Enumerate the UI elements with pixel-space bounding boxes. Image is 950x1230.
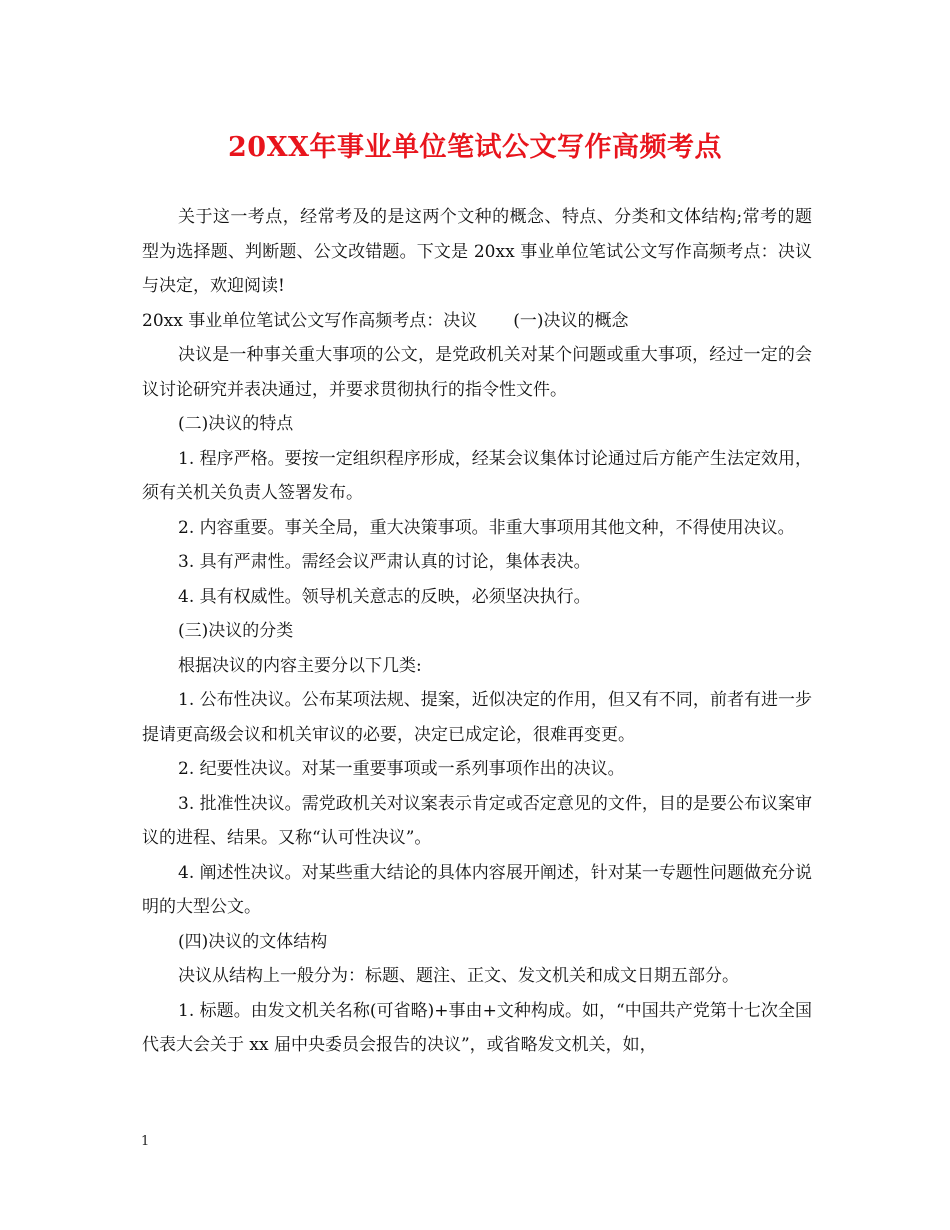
classification-item: 2. 纪要性决议。对某一重要事项或一系列事项作出的决议。 [178, 759, 625, 779]
section-heading: 20xx 事业单位笔试公文写作高频考点：决议 [142, 310, 478, 331]
subheading-concept: (一)决议的概念 [513, 310, 629, 331]
feature-item: 4. 具有权威性。领导机关意志的反映，必须坚决执行。 [178, 586, 591, 607]
feature-item: 1. 程序严格。要按一定组织程序形成，经某会议集体讨论通过后方能产生法定效用，须有关机关负责人签署发布。 [142, 448, 812, 503]
subheading-structure: (四)决议的文体结构 [178, 931, 328, 952]
classification-item: 4. 阐述性决议。对某些重大结论的具体内容展开阐述，针对某一专题性问题做充分说明的大型公文。 [142, 862, 812, 917]
document-title: 20XX年事业单位笔试公文写作高频考点 [228, 132, 722, 163]
feature-item: 2. 内容重要。事关全局，重大决策事项。非重大事项用其他文种，不得使用决议。 [178, 517, 795, 538]
subheading-classification: (三)决议的分类 [178, 621, 294, 641]
structure-item: 1. 标题。由发文机关名称(可省略)+事由+文种构成。如，“中国共产党第十七次全国代表大会关于 xx 届中央委员会报告的决议”，或省略发文机关，如， [142, 1000, 812, 1055]
classification-item: 1. 公布性决议。公布某项法规、提案，近似决定的作用，但又有不同，前者有进一步提请更高级会议和机关审议的必要，决定已成定论，很难再变更。 [142, 690, 812, 745]
page-number: 1 [141, 1134, 150, 1149]
paragraph-classification-intro: 根据决议的内容主要分以下几类: [178, 655, 422, 676]
paragraph-structure-intro: 决议从结构上一般分为：标题、题注、正文、发文机关和成文日期五部分。 [178, 966, 739, 986]
document-body [142, 200, 812, 1063]
classification-item: 3. 批准性决议。需党政机关对议案表示肯定或否定意见的文件，目的是要公布议案审议的进程、结果。又称“认可性决议”。 [142, 793, 812, 848]
subheading-features: (二)决议的特点 [178, 414, 294, 434]
intro-paragraph: 关于这一考点，经常考及的是这两个文种的概念、特点、分类和文体结构;常考的题型为选择题、判断题、公文改错题。下文是 20xx 事业单位笔试公文写作高频考点：决议与决定，欢迎阅读! [142, 207, 812, 296]
paragraph-concept: 决议是一种事关重大事项的公文，是党政机关对某个问题或重大事项，经过一定的会议讨论研究并表决通过，并要求贯彻执行的指令性文件。 [142, 345, 812, 400]
feature-item: 3. 具有严肃性。需经会议严肃认真的讨论，集体表决。 [178, 552, 591, 572]
section-line [142, 304, 812, 339]
